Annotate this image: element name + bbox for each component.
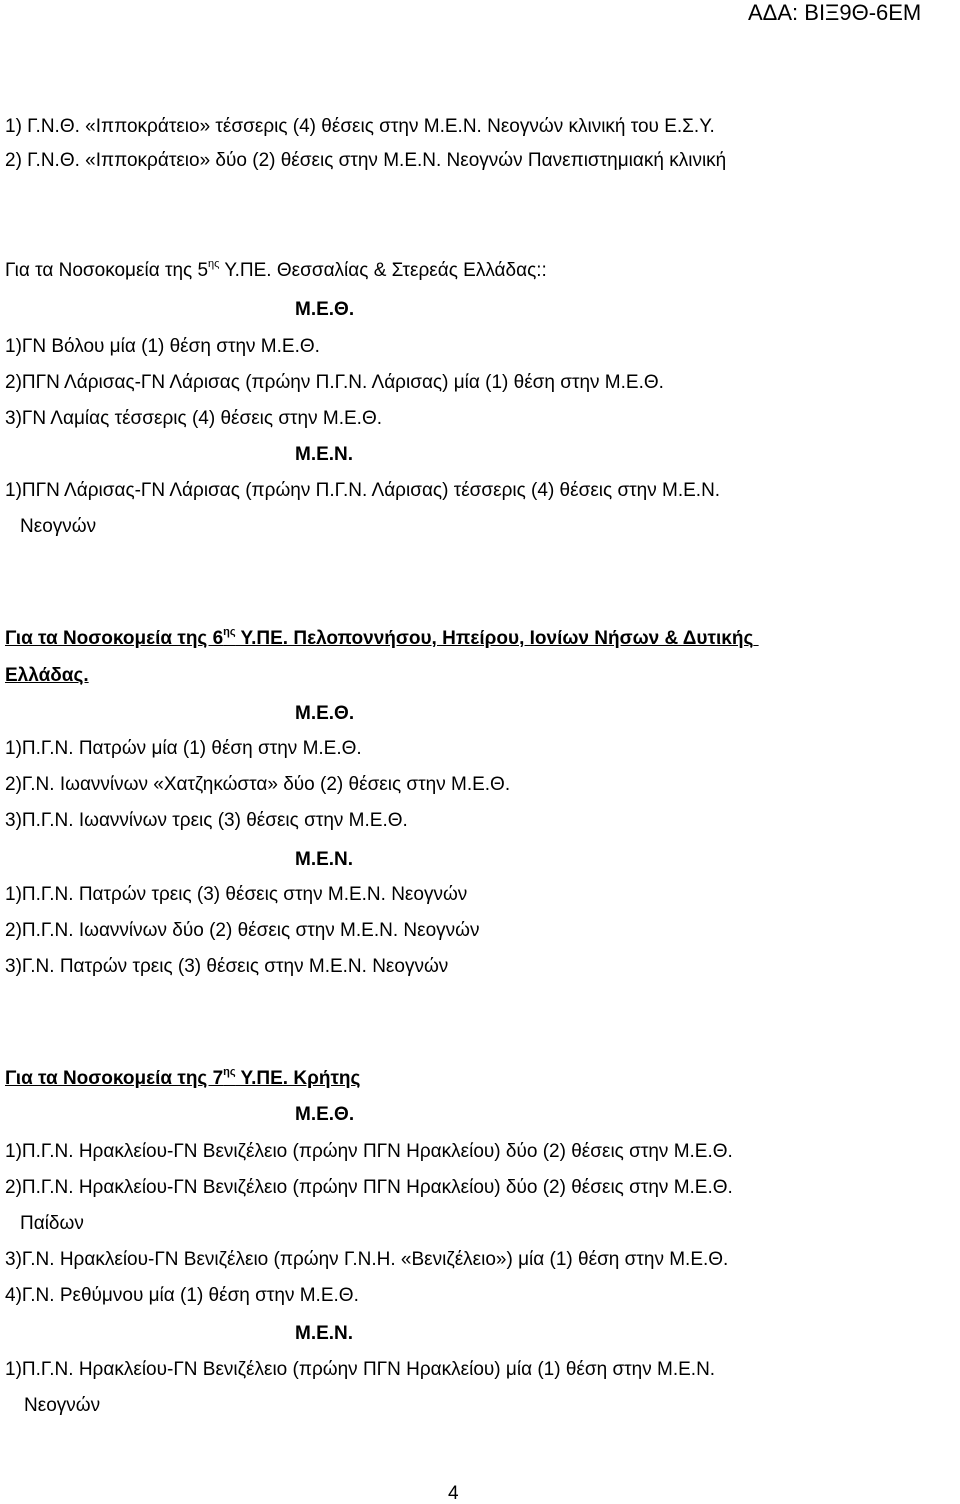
section-7-men-item: 1)Π.Γ.Ν. Ηρακλείου-ΓΝ Βενιζέλειο (πρώην ΠΓΝ Ηρακλείου) μία (1) θέση στην Μ.Ε.Ν. xyxy=(5,1359,716,1380)
section-5-men-item-cont: Νεογνών xyxy=(20,516,97,537)
section-7-meth-item: 2)Π.Γ.Ν. Ηρακλείου-ΓΝ Βενιζέλειο (πρώην ΠΓΝ Ηρακλείου) δύο (2) θέσεις στην Μ.Ε.Θ. xyxy=(5,1177,733,1198)
section-6-title: Για τα Νοσοκομεία της $6^{\eta\varsigma}$ Υ.ΠΕ. Πελοποννήσου, Ηπείρου, Ιονίων Νήσων & Δυτικής xyxy=(5,626,754,649)
section-6-men-item: 3)Γ.Ν. Πατρών τρεις (3) θέσεις στην Μ.Ε.Ν. Νεογνών xyxy=(5,956,449,977)
section-6-title-cont: Ελλάδας. xyxy=(5,665,89,686)
section-6-meth-heading: Μ.Ε.Θ. xyxy=(295,703,355,724)
section-6-meth-item: 3)Π.Γ.Ν. Ιωαννίνων τρεις (3) θέσεις στην Μ.Ε.Θ. xyxy=(5,810,408,831)
section-5-men-item: 1)ΠΓΝ Λάρισας-ΓΝ Λάρισας (πρώην Π.Γ.Ν. Λάρισας) τέσσερις (4) θέσεις στην Μ.Ε.Ν. xyxy=(5,480,721,501)
ada-code: ΑΔΑ: ΒΙΞ9Θ-6ΕΜ xyxy=(748,0,922,25)
section-5-meth-item: 1)ΓΝ Βόλου μία (1) θέση στην Μ.Ε.Θ. xyxy=(5,336,320,357)
intro-line-1: 1) Γ.Ν.Θ. «Ιπποκράτειο» τέσσερις (4) θέσεις στην Μ.Ε.Ν. Νεογνών κλινική του Ε.Σ.Υ. xyxy=(5,116,715,137)
section-7-meth-item: 1)Π.Γ.Ν. Ηρακλείου-ΓΝ Βενιζέλειο (πρώην ΠΓΝ Ηρακλείου) δύο (2) θέσεις στην Μ.Ε.Θ. xyxy=(5,1141,733,1162)
section-5-men-heading: Μ.Ε.Ν. xyxy=(295,444,354,465)
section-6-meth-item: 2)Γ.Ν. Ιωαννίνων «Χατζηκώστα» δύο (2) θέσεις στην Μ.Ε.Θ. xyxy=(5,774,511,795)
section-6-men-heading: Μ.Ε.Ν. xyxy=(295,849,354,870)
section-6-men-item: 2)Π.Γ.Ν. Ιωαννίνων δύο (2) θέσεις στην Μ.Ε.Ν. Νεογνών xyxy=(5,920,480,941)
section-7-men-heading: Μ.Ε.Ν. xyxy=(295,1323,354,1344)
section-7-meth-item: 3)Γ.Ν. Ηρακλείου-ΓΝ Βενιζέλειο (πρώην Γ.Ν.Η. «Βενιζέλειο») μία (1) θέση στην Μ.Ε.Θ. xyxy=(5,1249,729,1270)
section-5-title: Για τα Νοσοκομεία της $5^{\eta\varsigma}$ Υ.ΠΕ. Θεσσαλίας & Στερεάς Ελλάδας:: xyxy=(5,258,547,281)
section-7-men-item-cont: Νεογνών xyxy=(24,1395,101,1416)
section-7-meth-item-cont: Παίδων xyxy=(20,1213,84,1234)
intro-line-2: 2) Γ.Ν.Θ. «Ιπποκράτειο» δύο (2) θέσεις στην Μ.Ε.Ν. Νεογνών Πανεπιστημιακή κλινική xyxy=(5,150,727,171)
section-7-meth-item: 4)Γ.Ν. Ρεθύμνου μία (1) θέση στην Μ.Ε.Θ. xyxy=(5,1285,359,1306)
section-7-meth-heading: Μ.Ε.Θ. xyxy=(295,1104,355,1125)
section-6-meth-item: 1)Π.Γ.Ν. Πατρών μία (1) θέση στην Μ.Ε.Θ. xyxy=(5,738,362,759)
section-5-meth-heading: Μ.Ε.Θ. xyxy=(295,299,355,320)
section-5-meth-item: 3)ΓΝ Λαμίας τέσσερις (4) θέσεις στην Μ.Ε.Θ. xyxy=(5,408,383,429)
section-7-title: Για τα Νοσοκομεία της $7^{\eta\varsigma}$ Υ.ΠΕ. Κρήτης xyxy=(5,1066,361,1089)
page-number: 4 xyxy=(448,1483,459,1504)
section-5-meth-item: 2)ΠΓΝ Λάρισας-ΓΝ Λάρισας (πρώην Π.Γ.Ν. Λάρισας) μία (1) θέση στην Μ.Ε.Θ. xyxy=(5,372,664,393)
section-6-men-item: 1)Π.Γ.Ν. Πατρών τρεις (3) θέσεις στην Μ.Ε.Ν. Νεογνών xyxy=(5,884,468,905)
